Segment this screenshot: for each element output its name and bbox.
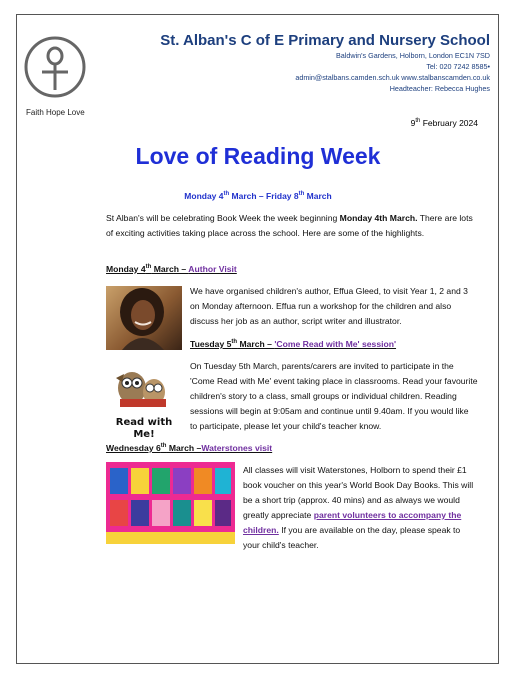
- tuesday-heading: Tuesday 5th March – 'Come Read with Me' session': [190, 339, 397, 349]
- wednesday-body: All classes will visit Waterstones, Holborn to spend their £1 book voucher on this year's World Book Day Books. This will be a short trip (approx. 40 mins) and as always we would greatly appreciate parent volunteers to accompany the children. If you are available on the day, please speak to your child's teacher.: [243, 465, 474, 550]
- school-name: St. Alban's C of E Primary and Nursery School: [160, 32, 490, 49]
- owls-image-caption: Read with Me!: [115, 417, 173, 440]
- school-telephone: Tel: 020 7242 8585•: [426, 62, 490, 71]
- parent-volunteers-link[interactable]: parent volunteers to accompany the children.: [243, 510, 462, 535]
- owls-reading-image: [106, 366, 182, 440]
- school-email-website: admin@stalbans.camden.sch.uk www.stalbanscamden.co.uk: [295, 73, 490, 82]
- letter-date: 9th February 2024: [410, 118, 478, 128]
- monday-heading: Monday 4th March – Author Visit: [106, 264, 237, 274]
- wednesday-heading: Wednesday 6th March –Waterstones visit: [106, 443, 273, 453]
- page-title: Love of Reading Week: [135, 143, 381, 169]
- intro-paragraph: St Alban's will be celebrating Book Week the week beginning Monday 4th March. There are lots of exciting activities taking place across the school. Here are some of the highlights.: [106, 213, 473, 238]
- monday-body: We have organised children's author, Effua Gleed, to visit Year 1, 2 and 3 on Monday afternoon. Effua run a workshop for the children and also discuss her job as an author, script writer and illustrator.: [190, 286, 468, 326]
- school-address: Baldwin's Gardens, Holborn, London EC1N 7SD: [336, 51, 490, 60]
- school-logo-icon: [24, 36, 86, 98]
- school-motto: Faith Hope Love: [26, 108, 85, 117]
- tuesday-body: On Tuesday 5th March, parents/carers are invited to participate in the 'Come Read with Me' event taking place in classrooms. Read your favourite children's story to a class, small groups or individual children. Reading sessions will begin at 9:05am and continue until 9.40am. If you would like to participate, please let your child's teacher know.: [190, 361, 478, 431]
- world-book-day-books-image: [106, 462, 235, 544]
- week-date-range: Monday 4th March – Friday 8th March: [184, 191, 332, 201]
- headteacher: Headteacher: Rebecca Hughes: [389, 84, 490, 93]
- author-photo: [106, 286, 182, 350]
